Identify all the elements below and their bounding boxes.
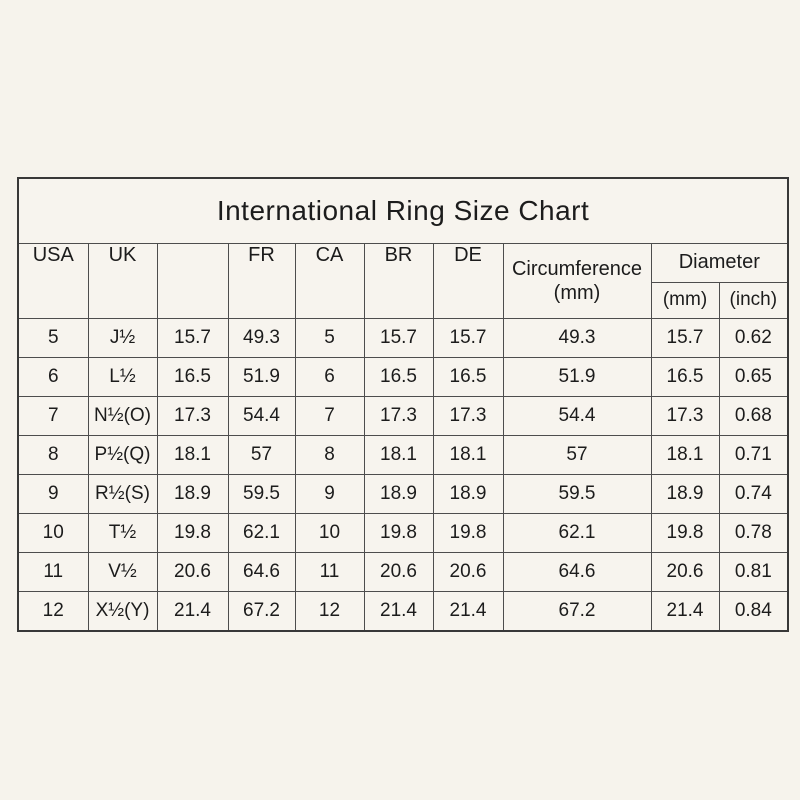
table-cell: 20.6: [364, 553, 433, 592]
table-cell: T½: [88, 514, 157, 553]
table-cell: 12: [18, 592, 88, 632]
table-cell: L½: [88, 358, 157, 397]
table-cell: 59.5: [503, 475, 651, 514]
table-cell: 21.4: [157, 592, 228, 632]
table-cell: 6: [18, 358, 88, 397]
table-cell: 64.6: [228, 553, 295, 592]
table-cell: 15.7: [157, 319, 228, 358]
table-row: [18, 475, 788, 514]
table-cell: 54.4: [503, 397, 651, 436]
column-header-blank: [157, 244, 228, 319]
header-row-top: [18, 244, 788, 283]
table-cell: 12: [295, 592, 364, 632]
column-header-diameter-mm: (mm): [651, 282, 719, 318]
table-cell: 9: [18, 475, 88, 514]
table-row: [18, 436, 788, 475]
table-cell: 17.3: [433, 397, 503, 436]
table-cell: 8: [18, 436, 88, 475]
table-cell: 59.5: [228, 475, 295, 514]
table-cell: 17.3: [157, 397, 228, 436]
table-row: [18, 319, 788, 358]
table-cell: 18.9: [364, 475, 433, 514]
table-cell: 21.4: [651, 592, 719, 632]
table-cell: 7: [295, 397, 364, 436]
page-title: International Ring Size Chart: [18, 178, 788, 244]
table-cell: 18.1: [651, 436, 719, 475]
table-row: [18, 592, 788, 632]
table-cell: 18.9: [651, 475, 719, 514]
table-cell: 6: [295, 358, 364, 397]
table-cell: J½: [88, 319, 157, 358]
table-cell: 49.3: [228, 319, 295, 358]
table-cell: 19.8: [651, 514, 719, 553]
table-cell: 17.3: [651, 397, 719, 436]
table-cell: 51.9: [503, 358, 651, 397]
table-cell: 5: [18, 319, 88, 358]
table-cell: 20.6: [651, 553, 719, 592]
ring-size-chart-table: [17, 177, 789, 632]
circumference-label-line2: (mm): [553, 282, 601, 304]
table-cell: 9: [295, 475, 364, 514]
table-cell: 8: [295, 436, 364, 475]
table-cell: 20.6: [433, 553, 503, 592]
table-cell: 54.4: [228, 397, 295, 436]
table-cell: 51.9: [228, 358, 295, 397]
table-cell: 0.62: [719, 319, 788, 358]
table-cell: 62.1: [228, 514, 295, 553]
table-cell: 18.9: [433, 475, 503, 514]
table-cell: R½(S): [88, 475, 157, 514]
column-header-uk: UK: [88, 244, 157, 319]
table-cell: 15.7: [433, 319, 503, 358]
table-row: [18, 397, 788, 436]
table-cell: 10: [295, 514, 364, 553]
table-cell: 16.5: [157, 358, 228, 397]
column-header-br: BR: [364, 244, 433, 319]
table-cell: 16.5: [433, 358, 503, 397]
title-row: [18, 178, 788, 244]
table-cell: 15.7: [651, 319, 719, 358]
table-cell: 67.2: [503, 592, 651, 632]
table-row: [18, 358, 788, 397]
table-cell: 21.4: [433, 592, 503, 632]
table-cell: 16.5: [651, 358, 719, 397]
column-header-usa: USA: [18, 244, 88, 319]
table-cell: 11: [295, 553, 364, 592]
table-cell: 0.65: [719, 358, 788, 397]
table-cell: V½: [88, 553, 157, 592]
column-header-de: DE: [433, 244, 503, 319]
table-row: [18, 514, 788, 553]
table-cell: 21.4: [364, 592, 433, 632]
table-cell: P½(Q): [88, 436, 157, 475]
table-cell: 19.8: [157, 514, 228, 553]
table-cell: 16.5: [364, 358, 433, 397]
table-cell: 18.1: [157, 436, 228, 475]
table-body: [18, 319, 788, 632]
column-header-ca: CA: [295, 244, 364, 319]
table-cell: 15.7: [364, 319, 433, 358]
table-cell: X½(Y): [88, 592, 157, 632]
table-cell: 62.1: [503, 514, 651, 553]
circumference-label-line1: Circumference: [511, 258, 643, 280]
column-header-diameter-inch: (inch): [719, 282, 788, 318]
table-cell: 11: [18, 553, 88, 592]
column-header-fr: FR: [228, 244, 295, 319]
table-cell: 49.3: [503, 319, 651, 358]
table-cell: 57: [503, 436, 651, 475]
table-cell: N½(O): [88, 397, 157, 436]
column-header-diameter: Diameter: [651, 244, 788, 283]
table-cell: 0.74: [719, 475, 788, 514]
table-cell: 19.8: [364, 514, 433, 553]
table-cell: 0.68: [719, 397, 788, 436]
table-cell: 19.8: [433, 514, 503, 553]
table-cell: 20.6: [157, 553, 228, 592]
table-row: [18, 553, 788, 592]
table-cell: 17.3: [364, 397, 433, 436]
table-cell: 0.78: [719, 514, 788, 553]
table-cell: 64.6: [503, 553, 651, 592]
table-cell: 0.84: [719, 592, 788, 632]
table-cell: 18.1: [433, 436, 503, 475]
table-cell: 10: [18, 514, 88, 553]
table-cell: 67.2: [228, 592, 295, 632]
table-cell: 5: [295, 319, 364, 358]
table-cell: 57: [228, 436, 295, 475]
table-cell: 7: [18, 397, 88, 436]
table-cell: 18.9: [157, 475, 228, 514]
column-header-circumference: [503, 244, 651, 319]
table-cell: 0.71: [719, 436, 788, 475]
table-cell: 0.81: [719, 553, 788, 592]
table-cell: 18.1: [364, 436, 433, 475]
